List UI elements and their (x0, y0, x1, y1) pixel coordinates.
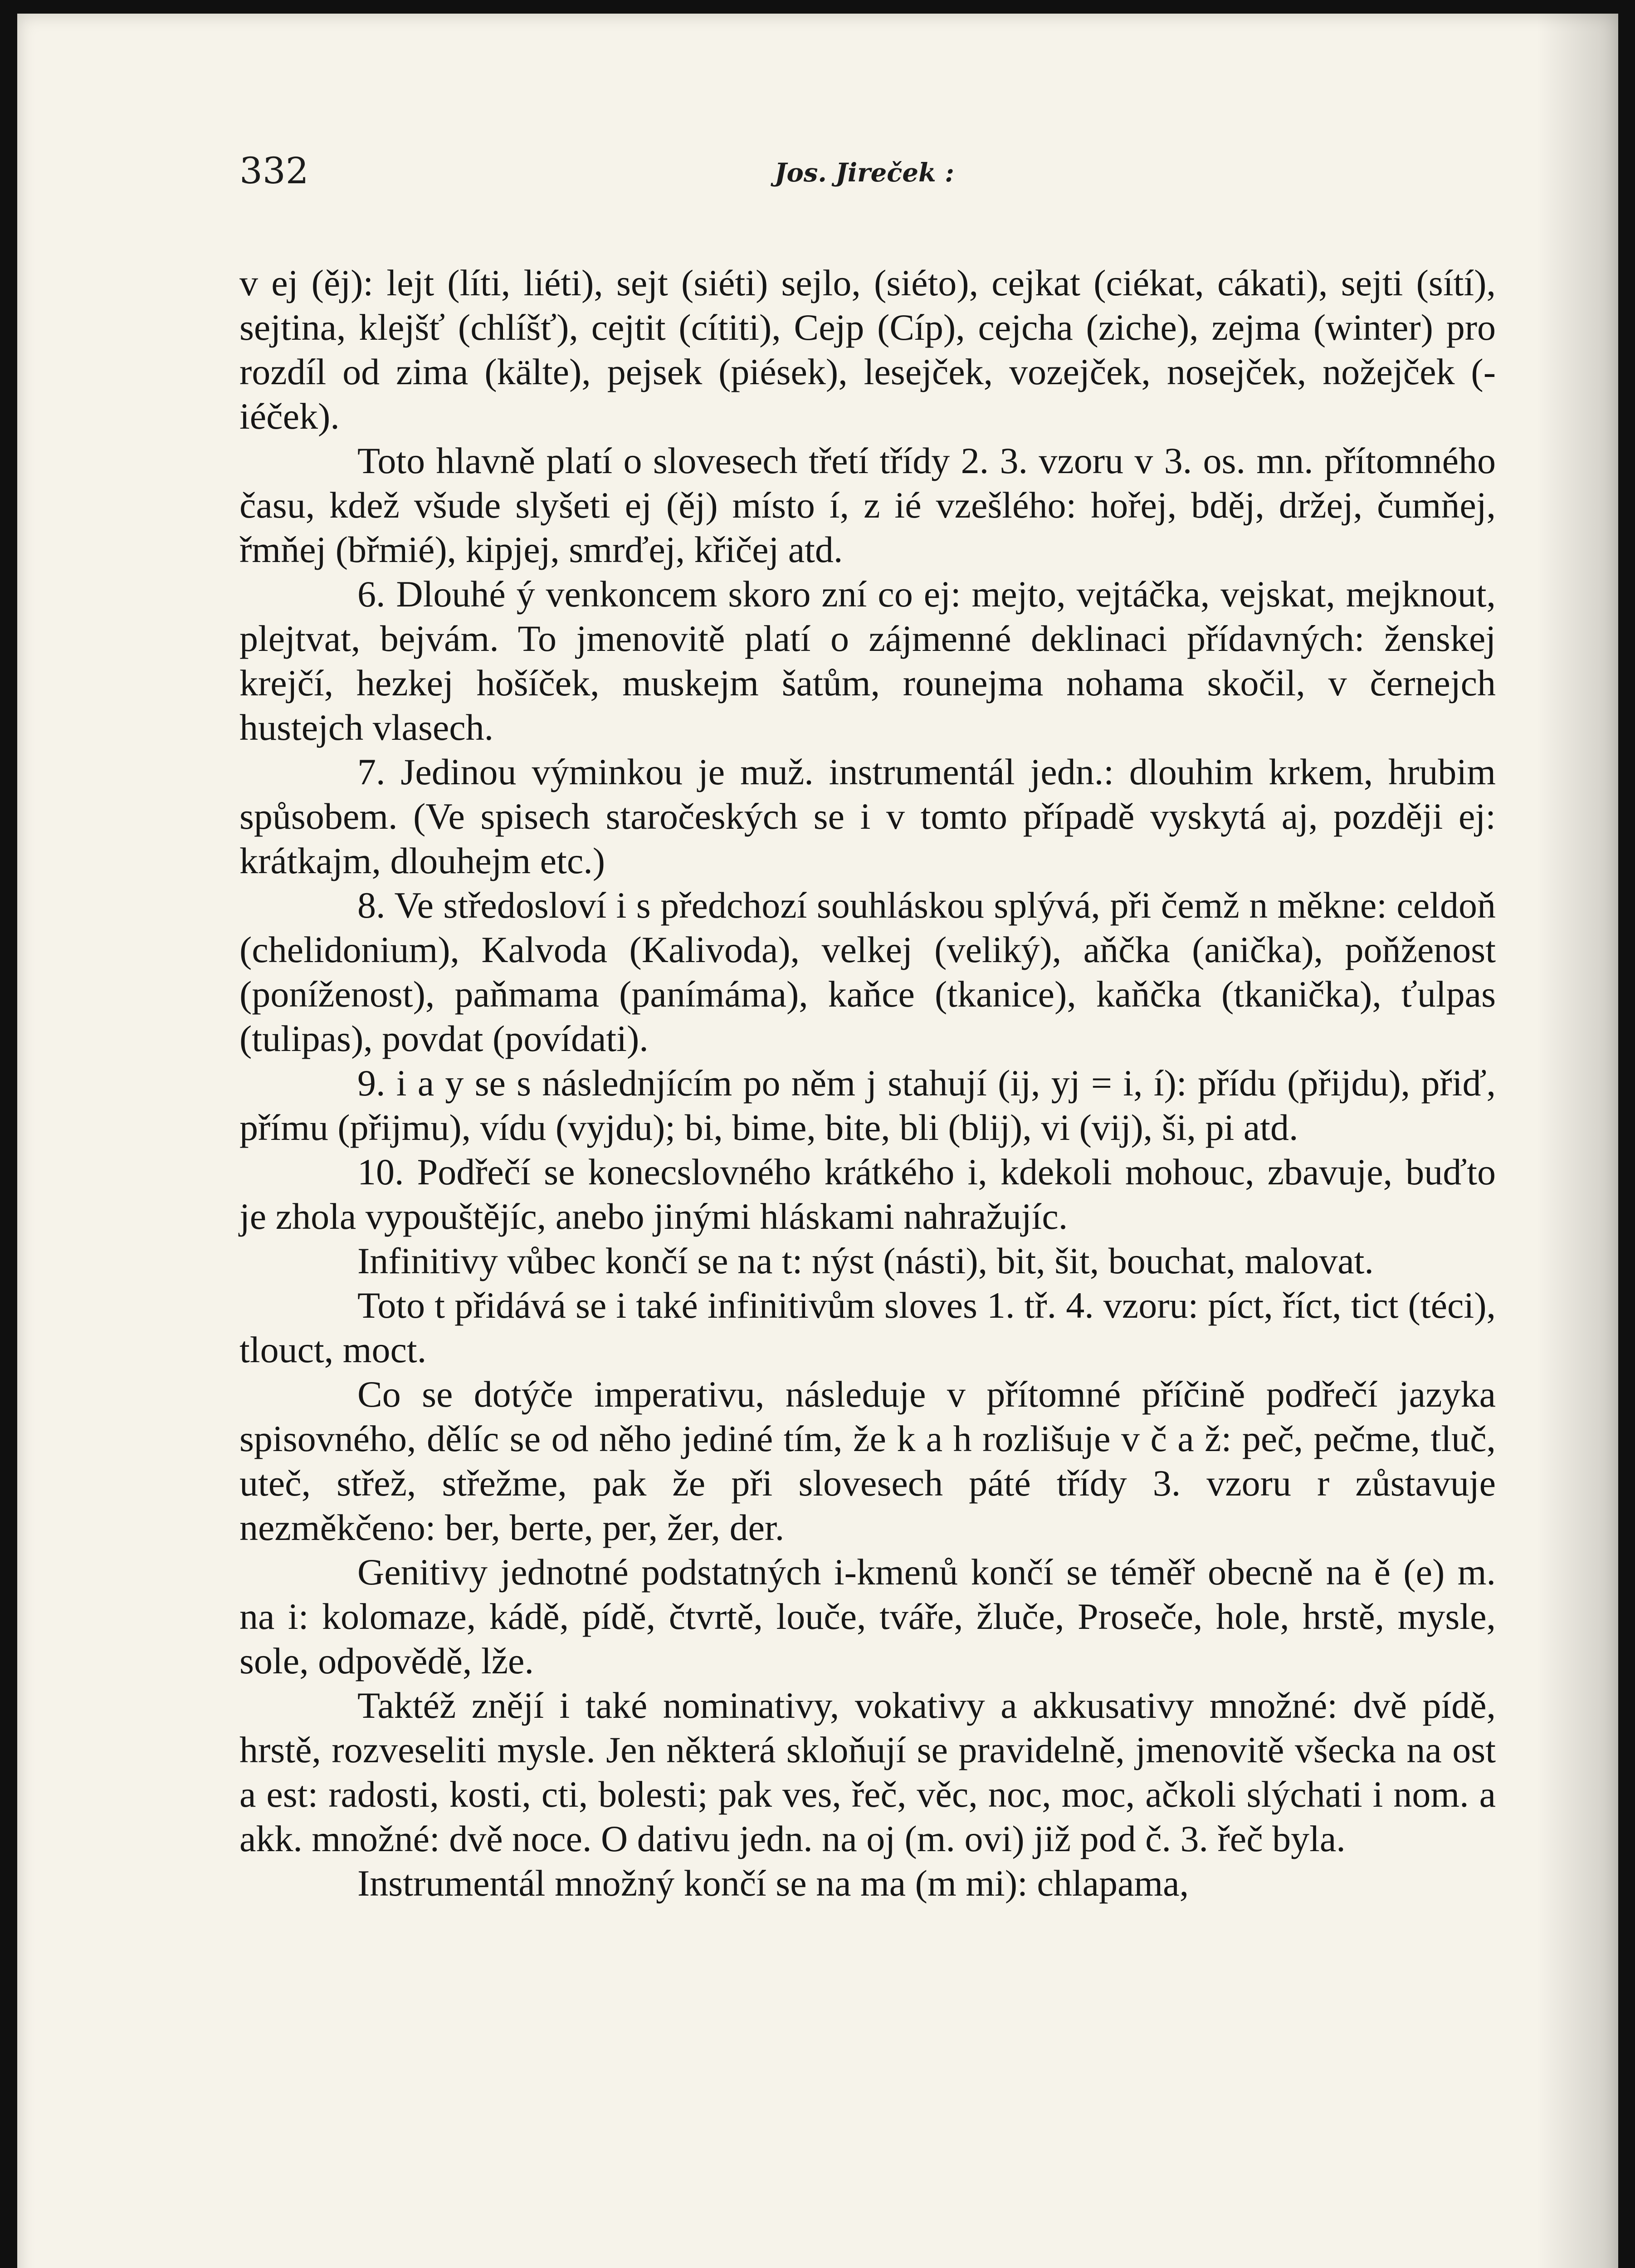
paragraph: Toto t přidává se i také infinitivům sloves 1. tř. 4. vzoru: píct, říct, tict (téci), tlouct, moct. (239, 1285, 1496, 1370)
running-head: Jos. Jireček : (775, 158, 954, 188)
paragraph: 8. Ve středosloví i s předchozí souhláskou splývá, při čemž n měkne: celdoň (chelidonium), Kalvoda (Kalivoda), velkej (veliký), aňčka (anička), poňženost (poníženost), paňmama (panímáma), kaňce (tkanice), kaňčka (tkanička), ťulpas (tulipas), povdat (povídati). (239, 885, 1496, 1059)
paragraph: Infinitivy vůbec končí se na t: nýst (násti), bit, šit, bouchat, malovat. (357, 1240, 1374, 1281)
paragraph: 7. Jedinou výminkou je muž. instrumentál jedn.: dlouhim krkem, hrubim spůsobem. (Ve spisech staročeských se i v tomto případě vyskytá aj, později ej: krátkajm, dlouhejm etc.) (239, 751, 1496, 881)
paragraph: Taktéž znějí i také nominativy, vokativy a akkusativy množné: dvě pídě, hrstě, rozveseliti mysle. Jen některá skloňují se pravidelně, jmenovitě všecka na ost a est: radosti, kosti, cti, bolesti; pak ves, řeč, věc, noc, moc, ačkoli slýchati i nom. a akk. množné: dvě noce. O dativu jedn. na oj (m. ovi) již pod č. 3. řeč byla. (239, 1685, 1496, 1859)
page-edge-shadow (1537, 14, 1618, 2268)
paragraph: Co se dotýče imperativu, následuje v přítomné příčině podřečí jazyka spisovného, dělíc se od něho jediné tím, že k a h rozlišuje v č a ž: peč, pečme, tluč, uteč, střež, střežme, pak že při slovesech páté třídy 3. vzoru r zůstavuje nezměkčeno: ber, berte, per, žer, der. (239, 1374, 1496, 1548)
page-number: 332 (239, 150, 309, 192)
paragraph: 10. Podřečí se konecslovného krátkého i, kdekoli mohouc, zbavuje, buďto je zhola vypouštějíc, anebo jinými hláskami nahražujíc. (239, 1151, 1496, 1237)
page-header (239, 150, 1496, 204)
paragraph: Toto hlavně platí o slovesech třetí třídy 2. 3. vzoru v 3. os. mn. přítomného času, kdež všude slyšeti ej (ěj) místo í, z ié vzešlého: hořej, bděj, držej, čumňej, řmňej (břmié), kipjej, smrďej, křičej atd. (239, 440, 1496, 570)
paragraph: Genitivy jednotné podstatných i-kmenů končí se téměř obecně na ě (e) m. na i: kolomaze, kádě, pídě, čtvrtě, louče, tváře, žluče, Proseče, hole, hrstě, mysle, sole, odpovědě, lže. (239, 1551, 1496, 1681)
paragraph: Instrumentál množný končí se na ma (m mi): chlapama, (357, 1862, 1189, 1904)
book-page (17, 14, 1618, 2268)
paragraph: 6. Dlouhé ý venkoncem skoro zní co ej: mejto, vejtáčka, vejskat, mejknout, plejtvat, bejvám. To jmenovitě platí o zájmenné deklinaci přídavných: ženskej krejčí, hezkej hošíček, muskejm šatům, rounejma nohama skočil, v černejch hustejch vlasech. (239, 573, 1496, 748)
paragraph: v ej (ěj): lejt (líti, liéti), sejt (siéti) sejlo, (siéto), cejkat (ciékat, cákati), sejti (sítí), sejtina, klejšť (chlíšť), cejtit (cítiti), Cejp (Cíp), cejcha (ziche), zejma (winter) pro rozdíl od zima (kälte), pejsek (piések), lesejček, vozejček, nosejček, nožejček (-iéček). (239, 262, 1496, 437)
paragraph: 9. i a y se s následnjícím po něm j stahují (ij, yj = i, í): přídu (přijdu), přiď, přímu (přijmu), vídu (vyjdu); bi, bime, bite, bli (blij), vi (vij), ši, pi atd. (239, 1062, 1496, 1148)
body-text (239, 261, 1496, 1906)
